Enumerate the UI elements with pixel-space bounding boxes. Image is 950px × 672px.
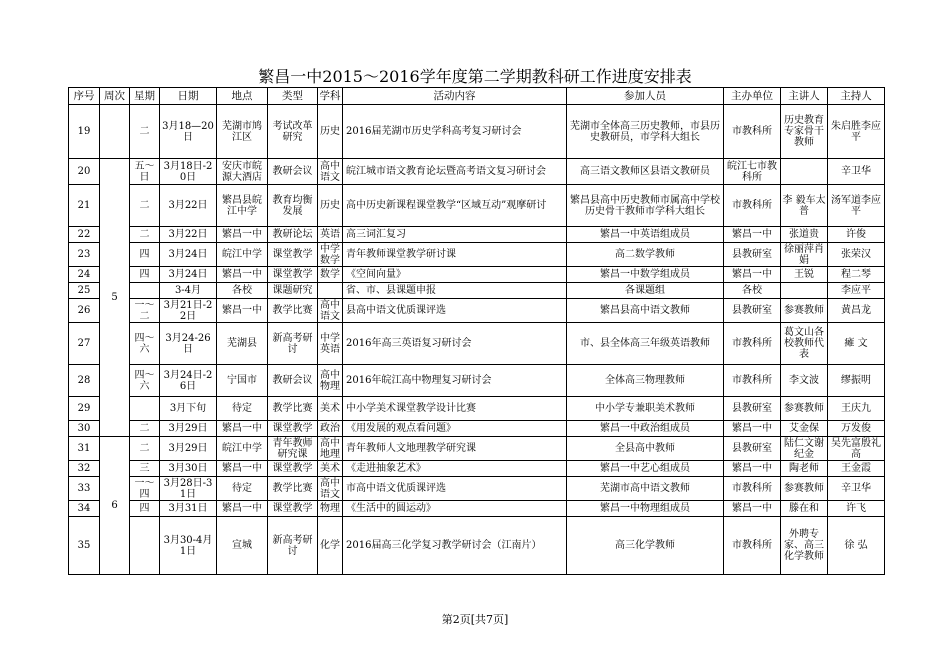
cell-no: 29 (69, 397, 100, 421)
cell-speaker: 陆仁文谢纪金 (781, 437, 828, 461)
table-row (69, 267, 885, 283)
cell-day: 四 (130, 501, 160, 517)
cell-no: 24 (69, 267, 100, 283)
cell-subject: 美术 (318, 397, 343, 421)
cell-date: 3月24日 (160, 267, 217, 283)
cell-type: 新高考研讨 (268, 323, 318, 365)
cell-no: 25 (69, 283, 100, 299)
cell-host: 县教研室 (724, 437, 781, 461)
cell-type: 考试改革研究 (268, 105, 318, 159)
cell-participants: 繁昌一中英语组成员 (567, 227, 724, 243)
cell-speaker (781, 283, 828, 299)
cell-moderator: 王金霞 (828, 461, 885, 477)
cell-type: 课堂教学 (268, 501, 318, 517)
cell-subject: 化学 (318, 517, 343, 575)
cell-participants: 高三语文教师区县语文教研员 (567, 159, 724, 185)
table-row (69, 243, 885, 267)
cell-no: 31 (69, 437, 100, 461)
cell-speaker: 参赛教师 (781, 299, 828, 323)
cell-date: 3月24-26日 (160, 323, 217, 365)
cell-day: 三 (130, 461, 160, 477)
cell-no: 20 (69, 159, 100, 185)
cell-moderator: 汤军道李应平 (828, 185, 885, 227)
cell-day: 四～六 (130, 365, 160, 397)
cell-date: 3-4月 (160, 283, 217, 299)
table-row (69, 517, 885, 575)
cell-speaker: 李文波 (781, 365, 828, 397)
cell-moderator: 张荣汉 (828, 243, 885, 267)
cell-subject: 高中地理 (318, 437, 343, 461)
cell-no: 23 (69, 243, 100, 267)
cell-moderator: 辛卫华 (828, 477, 885, 501)
table-row (69, 159, 885, 185)
cell-type: 教育均衡发展 (268, 185, 318, 227)
cell-date: 3月18日-20日 (160, 159, 217, 185)
cell-type: 教学比赛 (268, 397, 318, 421)
cell-place: 各校 (217, 283, 268, 299)
page-number: 第2页[共7页] (441, 613, 509, 626)
cell-date: 3月31日 (160, 501, 217, 517)
cell-date: 3月28日-31日 (160, 477, 217, 501)
cell-participants: 全县高中教师 (567, 437, 724, 461)
cell-week (100, 105, 130, 159)
cell-type: 教学比赛 (268, 299, 318, 323)
cell-content: 2016年皖江高中物理复习研讨会 (343, 365, 567, 397)
cell-host: 各校 (724, 283, 781, 299)
cell-host: 市教科所 (724, 365, 781, 397)
cell-speaker (781, 159, 828, 185)
schedule-table (68, 87, 885, 575)
cell-speaker: 艾金保 (781, 421, 828, 437)
cell-speaker: 参赛教师 (781, 397, 828, 421)
header-cell: 学科 (318, 88, 343, 105)
cell-content: 《空间向量》 (343, 267, 567, 283)
cell-no: 22 (69, 227, 100, 243)
cell-host: 市教科所 (724, 323, 781, 365)
table-row (69, 437, 885, 461)
cell-host: 皖江七市教科所 (724, 159, 781, 185)
cell-host: 县教研室 (724, 299, 781, 323)
cell-day: 四 (130, 243, 160, 267)
cell-date: 3月21日-22日 (160, 299, 217, 323)
header-cell: 活动内容 (343, 88, 567, 105)
cell-date: 3月30日 (160, 461, 217, 477)
header-cell: 日期 (160, 88, 217, 105)
cell-content: 中小学美术课堂教学设计比赛 (343, 397, 567, 421)
cell-week: 6 (100, 437, 130, 575)
table-row (69, 227, 885, 243)
cell-type: 课堂教学 (268, 461, 318, 477)
cell-date: 3月18—20日 (160, 105, 217, 159)
table-row (69, 397, 885, 421)
header-cell: 地点 (217, 88, 268, 105)
cell-day (130, 283, 160, 299)
cell-moderator: 许俊 (828, 227, 885, 243)
cell-moderator: 缪振明 (828, 365, 885, 397)
table-row (69, 365, 885, 397)
cell-type: 教研论坛 (268, 227, 318, 243)
cell-type: 教研会议 (268, 365, 318, 397)
cell-no: 32 (69, 461, 100, 477)
cell-participants: 全体高三物理教师 (567, 365, 724, 397)
cell-participants: 繁昌县高中语文教师 (567, 299, 724, 323)
table-row (69, 501, 885, 517)
cell-place: 繁昌一中 (217, 299, 268, 323)
table-row (69, 299, 885, 323)
cell-participants: 高三化学教师 (567, 517, 724, 575)
cell-place: 待定 (217, 477, 268, 501)
cell-content: 《生活中的圆运动》 (343, 501, 567, 517)
cell-subject: 高中语文 (318, 477, 343, 501)
cell-date: 3月29日 (160, 421, 217, 437)
cell-participants: 市、县全体高三年级英语教师 (567, 323, 724, 365)
cell-moderator: 许飞 (828, 501, 885, 517)
table-row (69, 185, 885, 227)
cell-subject: 高中物理 (318, 365, 343, 397)
cell-date: 3月24日-26日 (160, 365, 217, 397)
cell-place: 安庆市皖源大酒店 (217, 159, 268, 185)
cell-place: 繁昌一中 (217, 227, 268, 243)
cell-day: 五～日 (130, 159, 160, 185)
header-cell: 周次 (100, 88, 130, 105)
cell-place: 芜湖市鸠江区 (217, 105, 268, 159)
cell-subject: 英语 (318, 227, 343, 243)
cell-type: 课堂教学 (268, 421, 318, 437)
cell-no: 33 (69, 477, 100, 501)
cell-place: 皖江中学 (217, 437, 268, 461)
cell-host: 繁昌一中 (724, 501, 781, 517)
cell-date: 3月下旬 (160, 397, 217, 421)
cell-place: 繁昌一中 (217, 501, 268, 517)
cell-moderator: 黄昌龙 (828, 299, 885, 323)
cell-participants: 繁昌一中政治组成员 (567, 421, 724, 437)
cell-type: 课堂教学 (268, 243, 318, 267)
cell-content: 省、市、县课题申报 (343, 283, 567, 299)
header-cell: 参加人员 (567, 88, 724, 105)
cell-moderator: 辛卫华 (828, 159, 885, 185)
page-title: 繁昌一中2015～2016学年度第二学期教科研工作进度安排表 (258, 67, 692, 86)
cell-place: 宣城 (217, 517, 268, 575)
cell-subject: 政治 (318, 421, 343, 437)
cell-host: 市教科所 (724, 185, 781, 227)
cell-participants: 繁昌一中数学组成员 (567, 267, 724, 283)
cell-no: 26 (69, 299, 100, 323)
cell-subject: 物理 (318, 501, 343, 517)
cell-content: 2016届芜湖市历史学科高考复习研讨会 (343, 105, 567, 159)
cell-date: 3月22日 (160, 185, 217, 227)
cell-type: 青年教师研究课 (268, 437, 318, 461)
cell-day: 四 (130, 267, 160, 283)
cell-host: 市教科所 (724, 517, 781, 575)
cell-date: 3月29日 (160, 437, 217, 461)
cell-date: 3月24日 (160, 243, 217, 267)
cell-place: 皖江中学 (217, 243, 268, 267)
header-cell: 主办单位 (724, 88, 781, 105)
cell-moderator: 程二琴 (828, 267, 885, 283)
cell-no: 34 (69, 501, 100, 517)
cell-speaker: 葛文山各校教师代表 (781, 323, 828, 365)
cell-speaker: 徐丽萍肖娟 (781, 243, 828, 267)
cell-place: 芜湖县 (217, 323, 268, 365)
table-row (69, 283, 885, 299)
cell-date: 3月30-4月1日 (160, 517, 217, 575)
table-header-row (69, 88, 885, 105)
cell-speaker: 滕在和 (781, 501, 828, 517)
header-cell: 主持人 (828, 88, 885, 105)
cell-moderator: 吴先富殷礼高 (828, 437, 885, 461)
cell-place: 繁昌一中 (217, 267, 268, 283)
cell-host: 繁昌一中 (724, 267, 781, 283)
cell-type: 教学比赛 (268, 477, 318, 501)
cell-type: 课堂教学 (268, 267, 318, 283)
cell-moderator: 万发俊 (828, 421, 885, 437)
cell-place: 繁昌一中 (217, 421, 268, 437)
cell-day: 二 (130, 105, 160, 159)
cell-moderator: 朱启胜李应平 (828, 105, 885, 159)
header-cell: 类型 (268, 88, 318, 105)
cell-speaker: 参赛教师 (781, 477, 828, 501)
cell-subject: 美术 (318, 461, 343, 477)
cell-no: 19 (69, 105, 100, 159)
cell-moderator: 徐 弘 (828, 517, 885, 575)
cell-no: 35 (69, 517, 100, 575)
cell-host: 繁昌一中 (724, 421, 781, 437)
cell-participants: 芜湖市高中语文教师 (567, 477, 724, 501)
cell-subject: 中学数学 (318, 243, 343, 267)
header-cell: 序号 (69, 88, 100, 105)
cell-type: 课题研究 (268, 283, 318, 299)
cell-no: 28 (69, 365, 100, 397)
cell-content: 青年教师人文地理教学研究课 (343, 437, 567, 461)
cell-host: 市教科所 (724, 477, 781, 501)
cell-moderator: 瘫 文 (828, 323, 885, 365)
cell-participants: 芜湖市全体高三历史教师，市县历史教研员，市学科大组长 (567, 105, 724, 159)
cell-subject: 中学英语 (318, 323, 343, 365)
cell-subject: 高中语文 (318, 299, 343, 323)
cell-content: 《走进抽象艺术》 (343, 461, 567, 477)
cell-type: 新高考研讨 (268, 517, 318, 575)
cell-host: 市教科所 (724, 105, 781, 159)
cell-speaker: 历史教育专家骨干教师 (781, 105, 828, 159)
cell-day (130, 517, 160, 575)
cell-day: 二 (130, 421, 160, 437)
cell-subject: 历史 (318, 185, 343, 227)
cell-content: 《用发展的观点看问题》 (343, 421, 567, 437)
cell-speaker: 张道贵 (781, 227, 828, 243)
cell-place: 繁昌县皖江中学 (217, 185, 268, 227)
cell-host: 县教研室 (724, 397, 781, 421)
cell-host: 繁昌一中 (724, 461, 781, 477)
cell-day: 二 (130, 227, 160, 243)
table-row (69, 105, 885, 159)
cell-subject: 数学 (318, 267, 343, 283)
cell-content: 高三词汇复习 (343, 227, 567, 243)
cell-speaker: 王锐 (781, 267, 828, 283)
cell-content: 2016年高三英语复习研讨会 (343, 323, 567, 365)
cell-subject: 历史 (318, 105, 343, 159)
cell-participants: 高二数学教师 (567, 243, 724, 267)
cell-content: 高中历史新课程课堂教学“区域互动”观摩研讨 (343, 185, 567, 227)
cell-place: 繁昌一中 (217, 461, 268, 477)
cell-participants: 繁昌县高中历史教师市属高中学校历史骨干教师市学科大组长 (567, 185, 724, 227)
cell-content: 2016届高三化学复习教学研讨会（江南片） (343, 517, 567, 575)
cell-speaker: 外聘专家、高三化学教师 (781, 517, 828, 575)
cell-content: 皖江城市语文教育论坛暨高考语文复习研讨会 (343, 159, 567, 185)
cell-day (130, 397, 160, 421)
cell-speaker: 陶老师 (781, 461, 828, 477)
table-row (69, 461, 885, 477)
cell-speaker: 李 毅车太普 (781, 185, 828, 227)
cell-place: 待定 (217, 397, 268, 421)
cell-no: 21 (69, 185, 100, 227)
cell-host: 繁昌一中 (724, 227, 781, 243)
cell-participants: 繁昌一中物理组成员 (567, 501, 724, 517)
cell-subject (318, 283, 343, 299)
cell-type: 教研会议 (268, 159, 318, 185)
cell-moderator: 王庆九 (828, 397, 885, 421)
cell-participants: 中小学专兼职美术教师 (567, 397, 724, 421)
cell-day: 一～四 (130, 477, 160, 501)
cell-content: 市高中语文优质课评选 (343, 477, 567, 501)
cell-moderator: 李应平 (828, 283, 885, 299)
cell-place: 宁国市 (217, 365, 268, 397)
cell-week: 5 (100, 159, 130, 437)
cell-host: 县教研室 (724, 243, 781, 267)
cell-content: 县高中语文优质课评选 (343, 299, 567, 323)
cell-participants: 繁昌一中艺心组成员 (567, 461, 724, 477)
table-row (69, 421, 885, 437)
cell-date: 3月22日 (160, 227, 217, 243)
cell-day: 二 (130, 437, 160, 461)
cell-no: 30 (69, 421, 100, 437)
cell-day: 一～二 (130, 299, 160, 323)
cell-day: 四～六 (130, 323, 160, 365)
cell-participants: 各课题组 (567, 283, 724, 299)
header-cell: 星期 (130, 88, 160, 105)
table-body (69, 105, 885, 575)
table-row (69, 323, 885, 365)
header-cell: 主讲人 (781, 88, 828, 105)
cell-subject: 高中语文 (318, 159, 343, 185)
table-row (69, 477, 885, 501)
cell-content: 青年教师课堂教学研讨课 (343, 243, 567, 267)
cell-no: 27 (69, 323, 100, 365)
cell-day: 二 (130, 185, 160, 227)
